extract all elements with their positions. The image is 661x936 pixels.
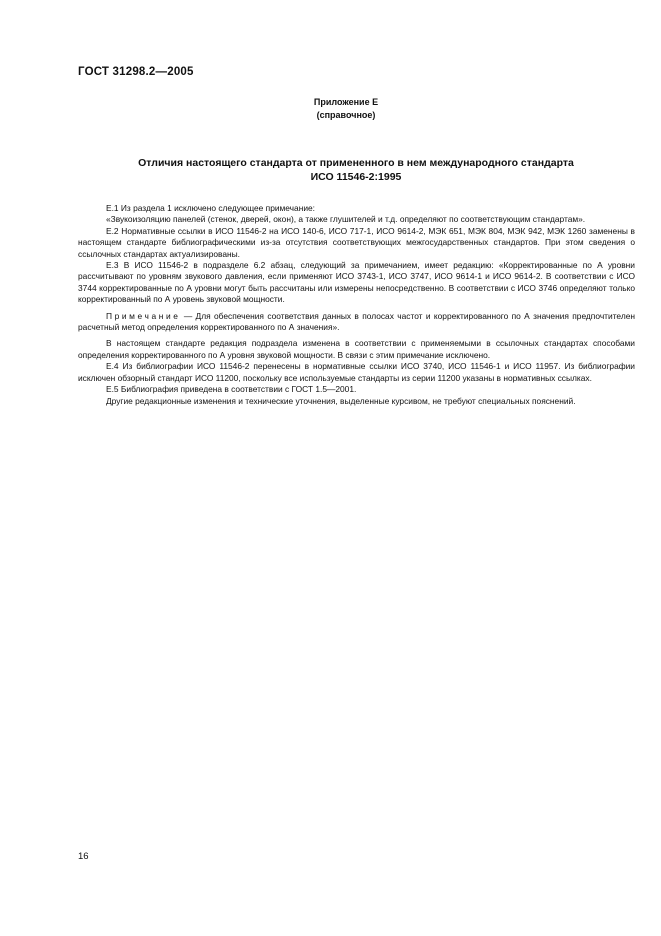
body-text [78,203,635,407]
page-number: 16 [78,851,89,862]
appendix-label: Приложение Е [313,97,379,107]
appendix-type: (справочное) [316,110,376,120]
standard-designation: ГОСТ 31298.2—2005 [78,66,194,78]
paragraph-e5: Е.5 Библиография приведена в соответствии с ГОСТ 1.5—2001. [106,384,357,395]
paragraph-e4: Е.4 Из библиографии ИСО 11546-2 перенесены в нормативные ссылки ИСО 3740, ИСО 11546-1 и ИСО 11957. Из библиографии исключен обзорный стандарт ИСО 11200, поскольку все используемые стандарты из серии 11200 указаны в нормативных ссылках. [78,361,635,383]
paragraph-e3: Е.3 В ИСО 11546-2 в подразделе 6.2 абзац, следующий за примечанием, имеет редакцию: «Корректированные по А уровни рассчитывают по уровням звукового давления, если применяют ИСО 3743-1, ИСО 3747, ИСО 9614-1 и ИСО 9614-2. В соответствии с ИСО 3744 корректированные по А уровни могут быть рассчитаны или измерены непосредственно. В соответствии с ИСО 3746 определяют только корректированный по А уровень звуковой мощности. [78,260,635,305]
paragraph-e3-after: В настоящем стандарте редакция подраздела изменена в соответствии с применяемыми в ссылочных стандартах способами определения корректированного по А уровня звуковой мощности. В связи с этим примечание исключено. [78,338,635,360]
paragraph-closing: Другие редакционные изменения и технические уточнения, выделенные курсивом, не требуют специальных пояснений. [106,395,576,406]
paragraph-note [78,311,635,334]
title-line-1: Отличия настоящего стандарта от примененного в нем международного стандарта [138,157,574,169]
title-line-2: ИСО 11546-2:1995 [310,171,402,183]
paragraph-e1: Е.1 Из раздела 1 исключено следующее примечание: [106,203,315,213]
paragraph-e2: Е.2 Нормативные ссылки в ИСО 11546-2 на ИСО 140-6, ИСО 717-1, ИСО 9614-2, МЭК 651, МЭК 804, МЭК 942, МЭК 1260 заменены в настоящем стандарте библиографическими из-за отсутствия соответствующих межгосударственных стандартов. При этом сведения о ссылочных стандартах актуализированы. [78,225,635,259]
note-label: Примечание [106,310,181,321]
note-text: — Для обеспечения соответствия данных в полосах частот и корректированного по А значения предпочтителен расчетный метод определения корректированного по А значения». [78,310,635,333]
paragraph-e1-quote: «Звукоизоляцию панелей (стенок, дверей, окон), а также глушителей и т.д. определяют по соответствующим стандартам». [106,214,586,225]
appendix-heading [230,96,462,122]
appendix-title [78,156,634,184]
